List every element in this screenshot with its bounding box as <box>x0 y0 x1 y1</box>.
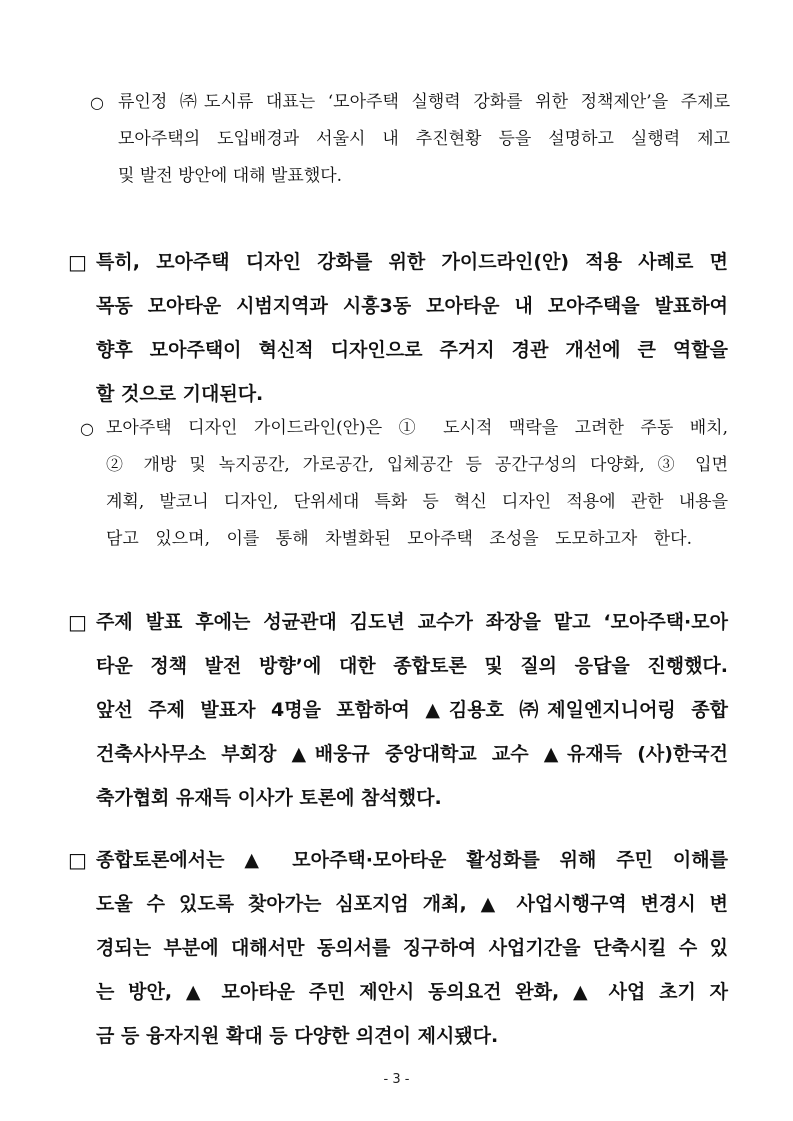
paragraph-4-line-2: 타운 정책 발전 방향’에 대한 종합토론 및 질의 응답을 진행했다. <box>96 655 728 677</box>
paragraph-5-line-1: 종합토론에서는 ▲ 모아주택·모아타운 활성화를 위해 주민 이해를 <box>96 849 728 871</box>
square-bullet-marker: □ <box>68 848 87 872</box>
paragraph-1 <box>90 84 730 195</box>
paragraph-5-line-3: 경되는 부분에 대해서만 동의서를 징구하여 사업기간을 단축시킬 수 있 <box>96 937 728 959</box>
paragraph-4-line-5: 축가협회 유재득 이사가 토론에 참석했다. <box>96 787 442 809</box>
paragraph-2-line-2: 목동 모아타운 시범지역과 시흥3동 모아타운 내 모아주택을 발표하여 <box>96 295 728 317</box>
paragraph-4-line-3: 앞선 주제 발표자 4명을 포함하여 ▲김용호 ㈜제일엔지니어링 종합 <box>96 699 728 721</box>
paragraph-3-line-3: 계획, 발코니 디자인, 단위세대 특화 등 혁신 디자인 적용에 관한 내용을 <box>106 492 728 512</box>
circle-bullet-marker: ○ <box>80 419 94 438</box>
paragraph-1-line-3: 및 발전 방안에 대해 발표했다. <box>118 166 343 186</box>
paragraph-3 <box>80 410 728 558</box>
square-bullet-marker: □ <box>68 250 87 274</box>
paragraph-5-line-4: 는 방안, ▲ 모아타운 주민 제안시 동의요건 완화, ▲ 사업 초기 자 <box>96 981 728 1003</box>
page-number: - 3 - <box>383 1072 410 1087</box>
paragraph-2-line-3: 향후 모아주택이 혁신적 디자인으로 주거지 경관 개선에 큰 역할을 <box>96 339 728 361</box>
paragraph-5-line-2: 도울 수 있도록 찾아가는 심포지엄 개최, ▲ 사업시행구역 변경시 변 <box>96 893 728 915</box>
circle-bullet-marker: ○ <box>90 93 104 112</box>
paragraph-1-line-2: 모아주택의 도입배경과 서울시 내 추진현황 등을 설명하고 실행력 제고 <box>118 129 730 149</box>
paragraph-2-line-4: 할 것으로 기대된다. <box>96 383 264 405</box>
paragraph-3-line-2: ② 개방 및 녹지공간, 가로공간, 입체공간 등 공간구성의 다양화, ③ 입면 <box>106 455 728 475</box>
paragraph-3-line-1: 모아주택 디자인 가이드라인(안)은 ① 도시적 맥락을 고려한 주동 배치, <box>106 418 728 438</box>
paragraph-4-line-1: 주제 발표 후에는 성균관대 김도년 교수가 좌장을 맡고 ‘모아주택·모아 <box>96 611 728 633</box>
paragraph-1-line-1: 류인정 ㈜도시류 대표는 ‘모아주택 실행력 강화를 위한 정책제안’을 주제로 <box>118 92 730 112</box>
paragraph-2-line-1: 특히, 모아주택 디자인 강화를 위한 가이드라인(안) 적용 사례로 면 <box>96 251 728 273</box>
paragraph-2 <box>68 240 728 416</box>
paragraph-3-line-4: 담고 있으며, 이를 통해 차별화된 모아주택 조성을 도모하고자 한다. <box>106 529 692 549</box>
paragraph-4-line-4: 건축사사무소 부회장 ▲배웅규 중앙대학교 교수 ▲유재득 (사)한국건 <box>96 743 728 765</box>
paragraph-5 <box>68 838 728 1058</box>
paragraph-5-line-5: 금 등 융자지원 확대 등 다양한 의견이 제시됐다. <box>96 1025 499 1047</box>
square-bullet-marker: □ <box>68 610 87 634</box>
paragraph-4 <box>68 600 728 820</box>
